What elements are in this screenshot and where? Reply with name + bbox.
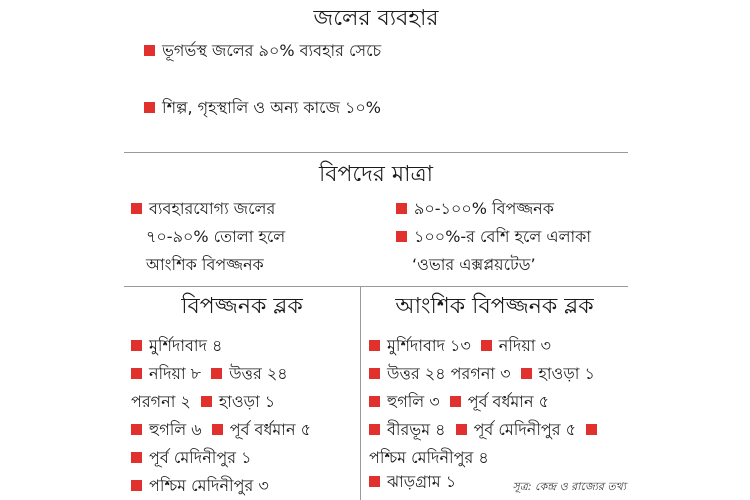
usage-item-2: শিল্প, গৃহস্থালি ও অন্য কাজে ১০% [144,97,381,119]
bullet-square-icon [369,424,380,435]
partial-block-row: উত্তর ২৪ পরগনা ৩ হাওড়া ১ [369,363,595,385]
bullet-square-icon [131,368,142,379]
bullet-square-icon [369,368,380,379]
danger-left-line-3: আংশিক বিপজ্জনক [146,255,264,274]
partial-block-row: বীরভূম ৪ পূর্ব মেদিনীপুর ৫ [369,419,604,441]
bullet-square-icon [481,340,492,351]
partial-block-row: মুর্শিদাবাদ ১৩ নদিয়া ৩ [369,335,551,357]
danger-block-row: পূর্ব মেদিনীপুর ১ [131,447,251,469]
danger-left-line-2: ৭০-৯০% তোলা হলে [146,227,286,246]
bullet-square-icon [131,203,142,214]
danger-right-line-2: ১০০%-র বেশি হলে এলাকা [396,226,591,248]
danger-right-line-1: ৯০-১০০% বিপজ্জনক [396,198,554,220]
danger-title: বিপদের মাত্রা [318,162,434,187]
danger-block-row: মুর্শিদাবাদ ৪ [131,335,222,357]
source-note: সূত্র: কেন্দ্র ও রাজ্যের তথ্য [512,480,626,493]
bullet-square-icon [369,396,380,407]
bullet-square-icon [450,396,461,407]
bullet-square-icon [369,340,380,351]
partial-danger-block-title: আংশিক বিপজ্জনক ব্লক [395,294,594,319]
bullet-square-icon [201,396,212,407]
bullet-square-icon [396,203,407,214]
bullet-square-icon [144,102,155,113]
bullet-square-icon [211,368,222,379]
partial-block-row: হুগলি ৩ পূর্ব বর্ধমান ৫ [369,391,549,413]
partial-block-row: পশ্চিম মেদিনীপুর ৪ [369,448,489,467]
divider [124,152,628,153]
partial-block-row: ঝাড়গ্রাম ১ [369,471,456,493]
usage-title: জলের ব্যবহার [313,6,439,31]
danger-block-title: বিপজ্জনক ব্লক [181,294,303,319]
danger-right-line-3: ‘ওভার এক্সপ্লয়টেড’ [412,255,536,274]
danger-block-row: পশ্চিম মেদিনীপুর ৩ [131,475,269,497]
bullet-square-icon [369,476,380,487]
bullet-square-icon [521,368,532,379]
bullet-square-icon [396,231,407,242]
danger-left-line-1: ব্যবহারযোগ্য জলের [131,198,275,220]
bullet-square-icon [131,340,142,351]
danger-block-row: হুগলি ৬ পূর্ব বর্ধমান ৫ [131,419,311,441]
danger-block-row: পরগনা ২ হাওড়া ১ [131,392,276,411]
bullet-square-icon [131,480,142,491]
bullet-square-icon [144,45,155,56]
bullet-square-icon [131,424,142,435]
usage-item-1: ভূগর্ভস্থ জলের ৯০% ব্যবহার সেচে [144,40,381,62]
bullet-square-icon [131,452,142,463]
danger-block-row: নদিয়া ৮ উত্তর ২৪ [131,363,288,385]
bullet-square-icon [586,424,597,435]
bullet-square-icon [456,424,467,435]
bullet-square-icon [212,424,223,435]
divider [124,286,628,287]
